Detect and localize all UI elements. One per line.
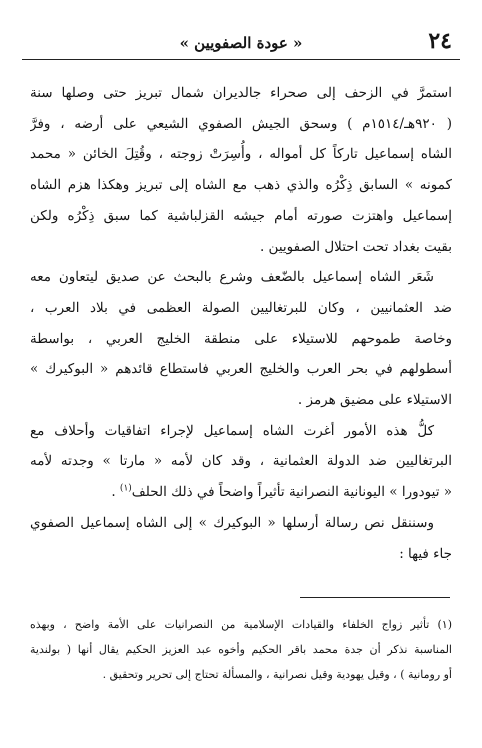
- running-title: « عودة الصفويين »: [179, 34, 303, 52]
- header-rule: [22, 59, 460, 60]
- text-line: أسطولهم في بحر العرب والخليج العربي فاستطاع قائدهم « البوكيرك »: [30, 361, 452, 378]
- text-line: شَعَر الشاه إسماعيل بالضّعف وشرع بالبحث عن صديق ليتعاون معه: [30, 269, 434, 286]
- line-text: « تيودورا » اليونانية النصرانية تأثيراً واضحاً في ذلك الحلف: [131, 484, 452, 501]
- text-line: إسماعيل واهتزت صورته أمام جيشه القزلباشية كما سبق ذِكْرُه ولكن: [30, 207, 452, 224]
- text-line: الشاه إسماعيل تاركاً كل أمواله ، وأُسِرَتْ زوجته ، وقُتِلَ الخائن « محمد: [30, 146, 452, 163]
- main-text: [30, 78, 452, 569]
- footnote-line: أو رومانية ) ، وقيل يهودية وقيل نصرانية ، والمسألة تحتاج إلى تحرير وتحقيق .: [102, 668, 452, 681]
- footnote-line: (١) تأثير زواج الخلفاء والقيادات الإسلامية من النصرانيات على الأمة واضح ، وبهذه: [30, 618, 452, 631]
- text-line: كلُّ هذه الأمور أغرت الشاه إسماعيل لإجراء اتفاقيات وأحلاف مع: [30, 422, 434, 439]
- footnote-line: المناسبة نذكر أن جدة محمد باقر الحكيم وأخوه عبد العزيز الحكيم يقال أنها ( بولندية: [30, 643, 452, 656]
- text-line: وخاصة طموحهم للاستيلاء على منطقة الخليج العربي ، بواسطة: [30, 330, 452, 347]
- footnote-reference[interactable]: (١): [119, 483, 132, 494]
- footnotes: [30, 612, 452, 687]
- text-line: البرتغاليين ضد الدولة العثمانية ، وقد كان لأمه « مارتا » وجدته لأمه: [30, 453, 452, 470]
- text-line: جاء فيها :: [399, 545, 452, 562]
- text-line: ( ٩٢٠هـ/١٥١٤م ) وسحق الجيش الصفوي الشيعي على أرضه ، وفرَّ: [30, 115, 452, 132]
- text-line-with-footnote: « تيودورا » اليونانية النصرانية تأثيراً واضحاً في ذلك الحلف$^{(١)}$ .: [111, 483, 452, 501]
- text-line: الاستيلاء على مضيق هرمز .: [297, 392, 452, 409]
- text-line: كمونه » السابق ذِكْرُه والذي ذهب مع الشاه إلى تبريز وهكذا هزم الشاه: [30, 177, 452, 194]
- text-line: بقيت بغداد تحت احتلال الصفويين .: [259, 238, 452, 255]
- page-number: ٢٤: [428, 28, 452, 54]
- footnote-separator: [300, 597, 450, 598]
- text-line: ضد العثمانيين ، وكان للبرتغاليين الصولة العظمى في بلاد العرب ،: [30, 299, 452, 316]
- text-line: استمرَّ في الزحف إلى صحراء جالديران شمال تبريز حتى وصلها سنة: [30, 85, 452, 101]
- page-header: [22, 26, 460, 60]
- text-line: وسننقل نص رسالة أرسلها « البوكيرك » إلى الشاه إسماعيل الصفوي: [30, 514, 434, 531]
